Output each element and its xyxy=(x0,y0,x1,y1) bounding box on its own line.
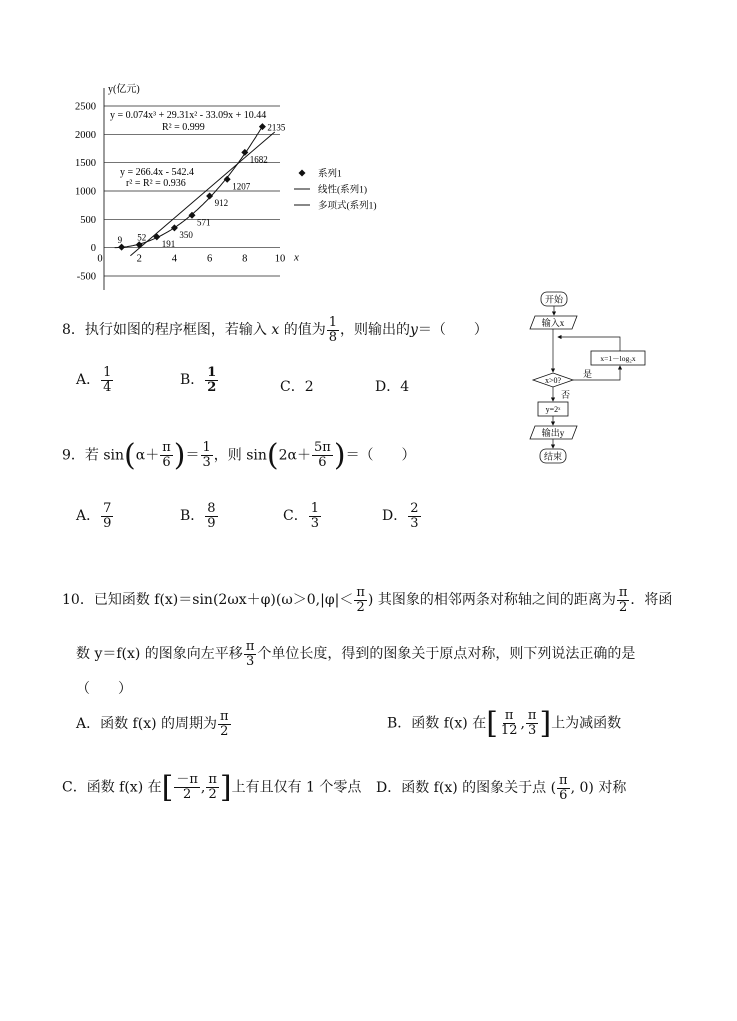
question-10-line2: 数 y＝f(x) 的图象向左平移 $\frac{\pi}{3}$ 个单位长度，得到的图象关于原点对称，则下列说法正确的是 xyxy=(76,639,636,669)
data-label: 2135 xyxy=(267,122,286,133)
data-label: 52 xyxy=(137,232,147,243)
data-label: 9 xyxy=(117,235,123,246)
data-label: 1682 xyxy=(249,154,268,165)
program-flowchart xyxy=(525,288,655,468)
y-axis-label: y(亿元) xyxy=(108,84,140,95)
flow-end-label: 结束 xyxy=(543,451,563,462)
data-point xyxy=(206,192,213,199)
data-label: 1207 xyxy=(232,181,251,192)
q10-option-c: C．函数 f(x) 在[ $\frac{-\pi}{2}$ , $\frac{\pi}{2}$ ]上有且仅有 1 个零点 xyxy=(62,770,362,805)
q10-option-d: D．函数 f(x) 的图象关于点 ( $\frac{\pi}{6}$ , 0) 对称 xyxy=(376,773,627,803)
question-10-line1: 10．已知函数 f(x)＝sin(2ωx＋φ)(ω＞0,|φ|＜ $\frac{\pi}{2}$ ) 其图象的相邻两条对称轴之间的距离为 $\frac{\pi}{2}$ ．将函 xyxy=(62,585,673,615)
q8-text-post: ，则输出的 xyxy=(340,322,410,339)
y-tick-label: -500 xyxy=(76,271,96,283)
flow-start-label: 开始 xyxy=(544,294,564,305)
q8-var-y: y xyxy=(410,322,418,339)
flow-condition-label: x>0? xyxy=(544,376,562,385)
q8-option-b: B． $\frac{1}{2}$ xyxy=(180,365,217,395)
data-point xyxy=(224,176,231,183)
data-label: 191 xyxy=(161,238,176,249)
equation-annotation: y = 266.4x - 542.4 xyxy=(120,167,194,178)
equation-annotation: r² = R² = 0.936 xyxy=(126,178,186,189)
data-label: 912 xyxy=(214,197,229,208)
flow-yes-label: 是 xyxy=(583,369,593,379)
q8-text-tail: ＝（ ） xyxy=(417,322,488,339)
legend-label: 多项式(系列1) xyxy=(318,201,377,212)
flow-input-label: 输入x xyxy=(541,318,565,328)
flow-compute-label: y=2ˣ xyxy=(545,405,561,414)
x-tick-label: 2 xyxy=(136,253,142,265)
q9-option-b: B． $\frac{8}{9}$ xyxy=(180,501,216,531)
flow-output-label: 输出y xyxy=(541,428,565,438)
q9-option-a: A． $\frac{7}{9}$ xyxy=(76,501,112,531)
q9-option-d: D． $\frac{2}{3}$ xyxy=(382,501,419,531)
q8-option-a: A． $\frac{1}{4}$ xyxy=(76,365,112,395)
x-tick-label: 8 xyxy=(242,253,248,265)
data-label: 571 xyxy=(197,217,211,228)
x-axis-label: x xyxy=(294,251,299,264)
x-tick-label: 4 xyxy=(171,253,178,265)
flow-assign-label: x=1－log₂x xyxy=(600,354,636,363)
data-point xyxy=(259,123,266,130)
linear-trendline xyxy=(130,132,274,256)
x-tick-label: 0 xyxy=(97,253,103,265)
q8-option-d: D．4 xyxy=(375,379,410,395)
q8-text-pre: 8．执行如图的程序框图，若输入 xyxy=(62,322,272,339)
x-tick-label: 6 xyxy=(206,253,213,265)
legend-label: 系列1 xyxy=(318,169,342,180)
q8-option-c: C．2 xyxy=(280,379,314,395)
question-8-stem xyxy=(62,316,488,344)
y-tick-label: 1000 xyxy=(75,186,96,198)
q9-option-c: C． $\frac{1}{3}$ xyxy=(283,501,319,531)
data-point xyxy=(171,224,178,231)
question-9-stem: 9．若 sin(α＋ $\frac{\pi}{6}$ )＝ $\frac{1}{3}$ ，则 sin(2α＋ $\frac{5\pi}{6}$ )＝（ ） xyxy=(62,438,416,473)
regression-chart xyxy=(60,78,400,298)
equation-annotation: y = 0.074x³ + 29.31x² - 33.09x + 10.44 xyxy=(110,110,267,121)
data-label: 350 xyxy=(179,229,193,240)
data-point xyxy=(153,233,160,240)
q10-option-b: B．函数 f(x) 在[ $\frac{\pi}{12}$ , $\frac{\pi}{3}$ ]上为减函数 xyxy=(387,706,622,741)
q8-text-mid: 的值为 xyxy=(279,322,326,339)
y-tick-label: 2000 xyxy=(75,129,96,141)
x-tick-label: 10 xyxy=(274,253,286,265)
y-tick-label: 500 xyxy=(80,214,96,226)
legend-marker-points xyxy=(299,170,306,177)
y-tick-label: 0 xyxy=(90,243,96,255)
q10-option-a: A．函数 f(x) 的周期为 $\frac{\pi}{2}$ xyxy=(76,709,229,739)
y-tick-label: 2500 xyxy=(75,101,96,113)
question-10-blank: （ ） xyxy=(76,681,132,697)
q8-var-x: x xyxy=(271,322,280,339)
q8-value-fraction: $\frac{1}{8}$ xyxy=(328,315,337,345)
legend-label: 线性(系列1) xyxy=(318,185,368,196)
flow-no-label: 否 xyxy=(561,390,571,400)
y-tick-label: 1500 xyxy=(75,158,96,170)
equation-annotation: R² = 0.999 xyxy=(162,122,205,133)
